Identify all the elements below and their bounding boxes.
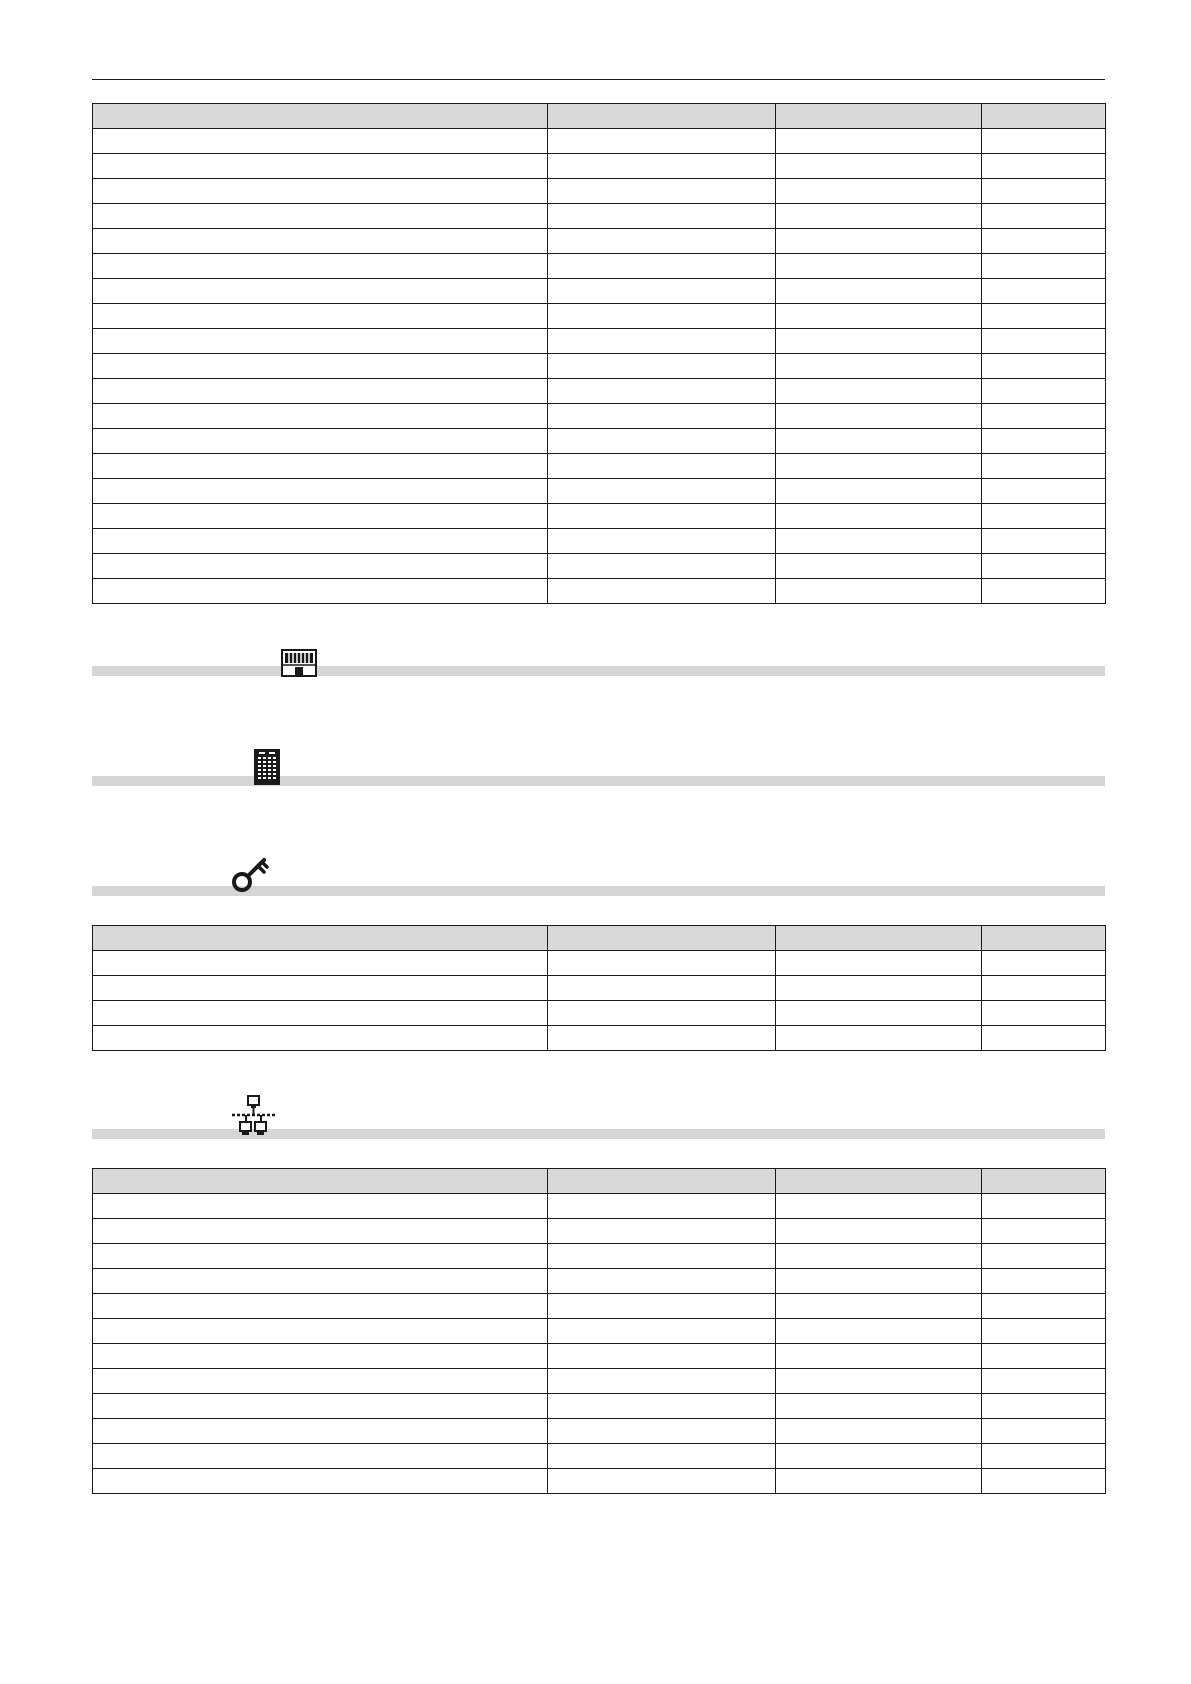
table-row [93, 1269, 1106, 1294]
table-cell [93, 279, 548, 304]
table-cell [776, 1001, 982, 1026]
table-cell [93, 1026, 548, 1051]
table-row [93, 129, 1106, 154]
table-cell [93, 204, 548, 229]
column-header [548, 1169, 776, 1194]
table-cell [982, 254, 1106, 279]
table-cell [982, 1319, 1106, 1344]
table-row [93, 554, 1106, 579]
table-cell [93, 1219, 548, 1244]
table-cell [93, 429, 548, 454]
table-cell [776, 1419, 982, 1444]
table-cell [548, 1469, 776, 1494]
table-cell [93, 1369, 548, 1394]
column-header [93, 1169, 548, 1194]
table-row [93, 479, 1106, 504]
table-cell [93, 976, 548, 1001]
table-cell [776, 304, 982, 329]
table-cell [982, 1219, 1106, 1244]
table-cell [776, 454, 982, 479]
table-cell [982, 404, 1106, 429]
table-cell [548, 154, 776, 179]
table-cell [982, 951, 1106, 976]
column-header [776, 104, 982, 129]
table-cell [548, 1419, 776, 1444]
table-cell [982, 1394, 1106, 1419]
table-row [93, 1026, 1106, 1051]
table-cell [776, 1394, 982, 1419]
column-header [776, 926, 982, 951]
table-cell [93, 329, 548, 354]
table-cell [548, 129, 776, 154]
table-row [93, 379, 1106, 404]
table-cell [548, 579, 776, 604]
table-row [93, 354, 1106, 379]
settings-table-network [92, 1168, 1106, 1494]
table-cell [776, 529, 982, 554]
table-header-row [93, 926, 1106, 951]
table-cell [93, 529, 548, 554]
shutter-icon [281, 649, 317, 677]
column-header [93, 104, 548, 129]
table-cell [548, 404, 776, 429]
table-cell [776, 1369, 982, 1394]
table-cell [776, 154, 982, 179]
table-cell [93, 1294, 548, 1319]
table-cell [776, 1444, 982, 1469]
table-cell [548, 179, 776, 204]
table-cell [776, 579, 982, 604]
table-cell [776, 204, 982, 229]
table-cell [776, 329, 982, 354]
table-cell [93, 254, 548, 279]
table-cell [93, 354, 548, 379]
table-cell [776, 1294, 982, 1319]
table-cell [93, 454, 548, 479]
building-icon [254, 749, 280, 785]
table-cell [548, 229, 776, 254]
table-row [93, 1219, 1106, 1244]
table-cell [93, 304, 548, 329]
table-cell [776, 179, 982, 204]
table-cell [548, 1344, 776, 1369]
settings-table-security [92, 925, 1106, 1051]
table-row [93, 1194, 1106, 1219]
table-cell [93, 129, 548, 154]
table-row [93, 951, 1106, 976]
table-row [93, 1469, 1106, 1494]
table-cell [93, 479, 548, 504]
table-cell [93, 1344, 548, 1369]
table-cell [93, 1419, 548, 1444]
table-cell [776, 951, 982, 976]
table-cell [548, 1319, 776, 1344]
table-cell [982, 1419, 1106, 1444]
table-cell [548, 976, 776, 1001]
table-cell [982, 1344, 1106, 1369]
table-cell [548, 254, 776, 279]
table-cell [548, 454, 776, 479]
table-cell [776, 1319, 982, 1344]
table-cell [93, 1319, 548, 1344]
table-cell [776, 129, 982, 154]
table-cell [548, 1001, 776, 1026]
table-cell [776, 1194, 982, 1219]
table-cell [776, 479, 982, 504]
settings-table-main [92, 103, 1106, 604]
table-cell [548, 529, 776, 554]
table-cell [548, 554, 776, 579]
table-row [93, 579, 1106, 604]
table-row [93, 504, 1106, 529]
table-cell [982, 1294, 1106, 1319]
table-cell [548, 1026, 776, 1051]
table-cell [93, 1244, 548, 1269]
section-divider-building [92, 776, 1105, 786]
table-row [93, 304, 1106, 329]
table-row [93, 179, 1106, 204]
table-cell [548, 951, 776, 976]
table-cell [548, 1269, 776, 1294]
table-cell [982, 1469, 1106, 1494]
table-row [93, 229, 1106, 254]
table-row [93, 1244, 1106, 1269]
table-cell [982, 1369, 1106, 1394]
table-header-row [93, 104, 1106, 129]
table-row [93, 279, 1106, 304]
table-cell [776, 1026, 982, 1051]
table-cell [548, 304, 776, 329]
header-rule [92, 79, 1105, 80]
table-cell [776, 354, 982, 379]
table-cell [93, 154, 548, 179]
column-header [982, 104, 1106, 129]
table-row [93, 429, 1106, 454]
table-cell [982, 279, 1106, 304]
table-cell [548, 1219, 776, 1244]
table-row [93, 1294, 1106, 1319]
column-header [776, 1169, 982, 1194]
column-header [548, 104, 776, 129]
table-cell [93, 1269, 548, 1294]
table-cell [982, 579, 1106, 604]
table-cell [982, 304, 1106, 329]
table-row [93, 976, 1106, 1001]
table-cell [548, 354, 776, 379]
table-row [93, 154, 1106, 179]
table-cell [548, 279, 776, 304]
section-divider-shutter [92, 666, 1105, 676]
table-cell [548, 1194, 776, 1219]
table-cell [93, 554, 548, 579]
table-cell [548, 1369, 776, 1394]
table-cell [93, 1194, 548, 1219]
table-cell [982, 1444, 1106, 1469]
table-cell [982, 1244, 1106, 1269]
table-cell [548, 1244, 776, 1269]
table-cell [93, 1444, 548, 1469]
table-cell [93, 179, 548, 204]
table-cell [982, 976, 1106, 1001]
key-icon [231, 856, 271, 894]
table-row [93, 1344, 1106, 1369]
table-cell [93, 229, 548, 254]
table-cell [776, 404, 982, 429]
table-row [93, 254, 1106, 279]
table-row [93, 204, 1106, 229]
table-row [93, 1419, 1106, 1444]
table-cell [93, 379, 548, 404]
table-cell [776, 504, 982, 529]
table-cell [776, 1469, 982, 1494]
table-cell [982, 1026, 1106, 1051]
table-cell [776, 279, 982, 304]
table-cell [776, 1269, 982, 1294]
table-cell [548, 204, 776, 229]
table-cell [93, 1001, 548, 1026]
table-cell [93, 1469, 548, 1494]
table-cell [548, 1294, 776, 1319]
table-cell [982, 154, 1106, 179]
table-cell [982, 429, 1106, 454]
table-cell [982, 379, 1106, 404]
table-cell [776, 229, 982, 254]
column-header [548, 926, 776, 951]
table-cell [982, 1194, 1106, 1219]
network-icon [231, 1095, 277, 1137]
table-cell [982, 354, 1106, 379]
table-row [93, 529, 1106, 554]
column-header [982, 926, 1106, 951]
table-cell [93, 504, 548, 529]
table-cell [982, 454, 1106, 479]
table-header-row [93, 1169, 1106, 1194]
table-row [93, 404, 1106, 429]
column-header [982, 1169, 1106, 1194]
table-cell [93, 404, 548, 429]
table-row [93, 1369, 1106, 1394]
table-cell [982, 529, 1106, 554]
table-cell [548, 504, 776, 529]
table-cell [776, 379, 982, 404]
table-cell [776, 254, 982, 279]
table-row [93, 454, 1106, 479]
table-cell [982, 329, 1106, 354]
table-cell [776, 1219, 982, 1244]
table-cell [548, 1394, 776, 1419]
table-cell [982, 504, 1106, 529]
table-row [93, 1444, 1106, 1469]
table-row [93, 1394, 1106, 1419]
table-cell [982, 1269, 1106, 1294]
table-cell [776, 429, 982, 454]
table-cell [548, 329, 776, 354]
table-row [93, 329, 1106, 354]
table-cell [982, 204, 1106, 229]
table-cell [93, 579, 548, 604]
table-cell [982, 129, 1106, 154]
table-cell [982, 554, 1106, 579]
table-cell [982, 179, 1106, 204]
table-cell [776, 976, 982, 1001]
table-row [93, 1001, 1106, 1026]
table-cell [776, 554, 982, 579]
table-cell [548, 379, 776, 404]
table-cell [776, 1244, 982, 1269]
table-cell [982, 1001, 1106, 1026]
table-cell [982, 479, 1106, 504]
table-cell [93, 951, 548, 976]
table-cell [548, 1444, 776, 1469]
table-cell [776, 1344, 982, 1369]
table-cell [982, 229, 1106, 254]
table-cell [548, 479, 776, 504]
column-header [93, 926, 548, 951]
table-row [93, 1319, 1106, 1344]
table-cell [548, 429, 776, 454]
table-cell [93, 1394, 548, 1419]
